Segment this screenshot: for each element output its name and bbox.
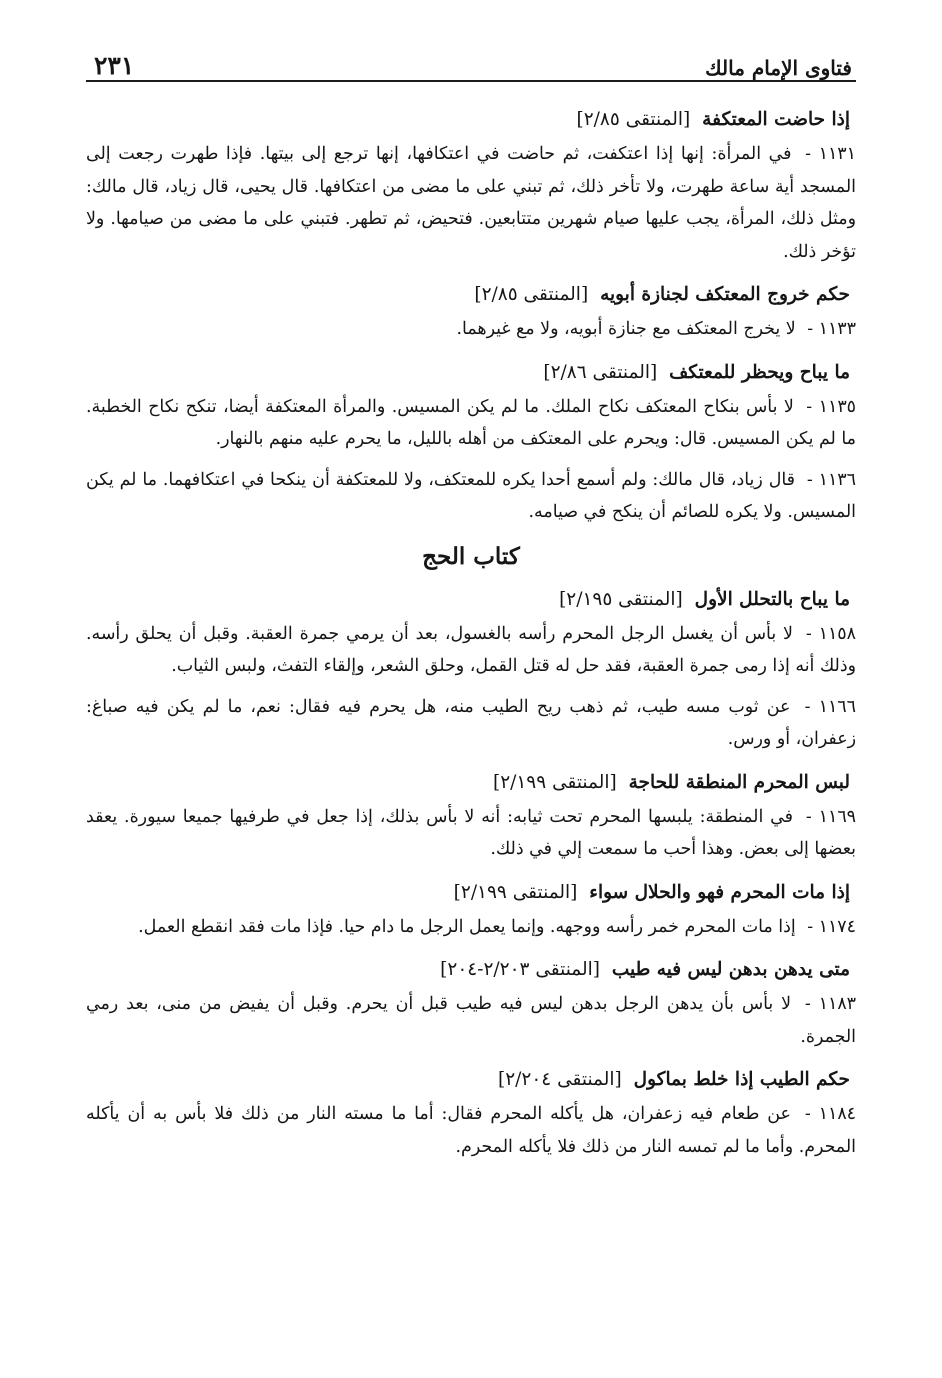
heading-reference: [المنتقى ٢/٢٠٤] bbox=[498, 1069, 622, 1090]
fatwa-entry bbox=[86, 1098, 856, 1163]
fatwa-entry bbox=[86, 801, 856, 866]
section-muhrim-dies bbox=[86, 877, 856, 944]
section-heading bbox=[86, 279, 850, 311]
heading-reference: [المنتقى ٢/٨٥] bbox=[474, 284, 589, 305]
entry-number: ١١٦٦ - bbox=[804, 696, 856, 717]
section-belt-for-need bbox=[86, 767, 856, 866]
entry-text: في المرأة: إنها إذا اعتكفت، ثم حاضت في اعتكافها، إنها ترجع إلى بيتها. فإذا طهرت رجعت إلى المسجد أية ساعة طهرت، ولا تأخر ذلك، ثم تبني على ما مضى من اعتكافها. قال يحيى، قال زياد، قال مالك: ومثل ذلك، المرأة، يجب عليها صيام شهرين متتابعين. فتحيض، ثم تطهر. فتبني على ما مضى من صيامها. ولا تؤخر ذلك. bbox=[86, 144, 856, 262]
entry-number: ١١٣٣ - bbox=[807, 319, 856, 339]
entry-text: عن طعام فيه زعفران، هل يأكله المحرم فقال: أما ما مسته النار من ذلك فلا بأس به أن يأكله المحرم. وأما ما لم تمسه النار من ذلك فلا يأكله المحرم. bbox=[86, 1104, 856, 1157]
heading-reference: [المنتقى ٢/٨٥] bbox=[576, 109, 691, 130]
running-header bbox=[86, 40, 856, 82]
entry-text: لا بأس بنكاح المعتكف نكاح الملك. ما لم يكن المسيس. والمرأة المعتكفة أيضا، تنكح نكاح الخطبة. ما لم يكن المسيس. قال: ويحرم على المعتكف من أهله بالليل، ما يحرم عليه منهم بالنهار. bbox=[86, 396, 856, 449]
entry-text: لا يخرج المعتكف مع جنازة أبويه، ولا مع غيرهما. bbox=[456, 319, 796, 339]
section-unscented-oil bbox=[86, 954, 856, 1053]
section-heading bbox=[86, 584, 850, 616]
section-heading bbox=[86, 1064, 850, 1096]
fatwa-entry bbox=[86, 911, 856, 944]
heading-title: حكم خروج المعتكف لجنازة أبويه bbox=[600, 284, 850, 305]
heading-title: متى يدهن بدهن ليس فيه طيب bbox=[611, 959, 850, 980]
heading-reference: [المنتقى ٢/١٩٥] bbox=[559, 588, 683, 610]
entry-number: ١١٣١ - bbox=[805, 144, 856, 164]
running-title: فتاوى الإمام مالك bbox=[705, 56, 852, 80]
fatwa-entry bbox=[86, 618, 856, 683]
fatwa-entry bbox=[86, 464, 856, 529]
book-title: كتاب الحج bbox=[422, 542, 520, 570]
heading-reference: [المنتقى ٢/١٩٩] bbox=[492, 771, 617, 793]
section-perfume-in-food bbox=[86, 1064, 856, 1163]
entry-number: ١١٧٤ - bbox=[807, 916, 856, 937]
heading-reference: [المنتقى ٢/٨٦] bbox=[543, 361, 658, 383]
book-page bbox=[86, 40, 856, 1174]
entry-number: ١١٨٣ - bbox=[804, 994, 857, 1014]
heading-title: إذا حاضت المعتكفة bbox=[702, 109, 850, 130]
fatwa-entry bbox=[86, 313, 856, 346]
entry-text: لا بأس أن يغسل الرجل المحرم رأسه بالغسول، بعد أن يرمي جمرة العقبة. وقبل أن يحلق رأسه. وذلك أنه إذا رمى جمرة العقبة، فقد حل له قتل القمل، وحلق الشعر، وإلقاء التفث، ولبس الثياب. bbox=[86, 623, 856, 676]
heading-title: ما يباح بالتحلل الأول bbox=[694, 588, 850, 610]
heading-reference: [المنتقى ٢/٢٠٣-٢٠٤] bbox=[440, 959, 600, 980]
section-heading bbox=[86, 104, 850, 136]
section-heading bbox=[86, 877, 850, 909]
section-heading bbox=[86, 357, 850, 389]
section-heading bbox=[86, 767, 850, 799]
page-number: ٢٣١ bbox=[94, 51, 135, 80]
heading-title: لبس المحرم المنطقة للحاجة bbox=[628, 771, 850, 793]
entry-text: إذا مات المحرم خمر رأسه ووجهه. وإنما يعمل الرجل ما دام حيا. فإذا مات فقد انقطع العمل. bbox=[138, 916, 796, 937]
section-permitted-forbidden-muetakif bbox=[86, 357, 856, 529]
entry-number: ١١٥٨ - bbox=[805, 623, 856, 644]
entry-number: ١١٨٤ - bbox=[804, 1104, 857, 1124]
entry-text: لا بأس بأن يدهن الرجل بدهن ليس فيه طيب قبل أن يحرم. وقبل أن يفيض من منى، بعد رمي الجمرة. bbox=[86, 994, 856, 1047]
heading-title: إذا مات المحرم فهو والحلال سواء bbox=[589, 881, 850, 903]
entry-text: في المنطقة: يلبسها المحرم تحت ثيابه: أنه لا بأس بذلك، إذا جعل في طرفيها جميعا سيورة. يعقد بعضها إلى بعض. وهذا أحب ما سمعت إلي في ذلك. bbox=[86, 806, 856, 859]
heading-reference: [المنتقى ٢/١٩٩] bbox=[453, 881, 578, 903]
entry-number: ١١٦٩ - bbox=[805, 806, 857, 827]
entry-number: ١١٣٦ - bbox=[806, 469, 856, 490]
section-menstruating-muetakifa bbox=[86, 104, 856, 268]
entry-text: عن ثوب مسه طيب، ثم ذهب ريح الطيب منه، هل يحرم فيه فقال: نعم، ما لم يكن فيه صباغ: زعفران، أو ورس. bbox=[86, 696, 856, 749]
fatwa-entry bbox=[86, 691, 856, 756]
heading-title: ما يباح ويحظر للمعتكف bbox=[669, 361, 850, 383]
fatwa-entry bbox=[86, 391, 856, 456]
fatwa-entry bbox=[86, 988, 856, 1053]
section-first-tahallul bbox=[86, 584, 856, 756]
heading-title: حكم الطيب إذا خلط بماكول bbox=[633, 1069, 850, 1090]
section-heading bbox=[86, 954, 850, 986]
entry-text: قال زياد، قال مالك: ولم أسمع أحدا يكره للمعتكف، ولا للمعتكفة أن ينكحا في اعتكافهما. ما لم يكن المسيس. ولا يكره للصائم أن ينكح في صيامه. bbox=[86, 469, 856, 522]
entry-number: ١١٣٥ - bbox=[806, 396, 857, 417]
fatwa-entry bbox=[86, 138, 856, 268]
section-leaving-for-funeral bbox=[86, 279, 856, 346]
